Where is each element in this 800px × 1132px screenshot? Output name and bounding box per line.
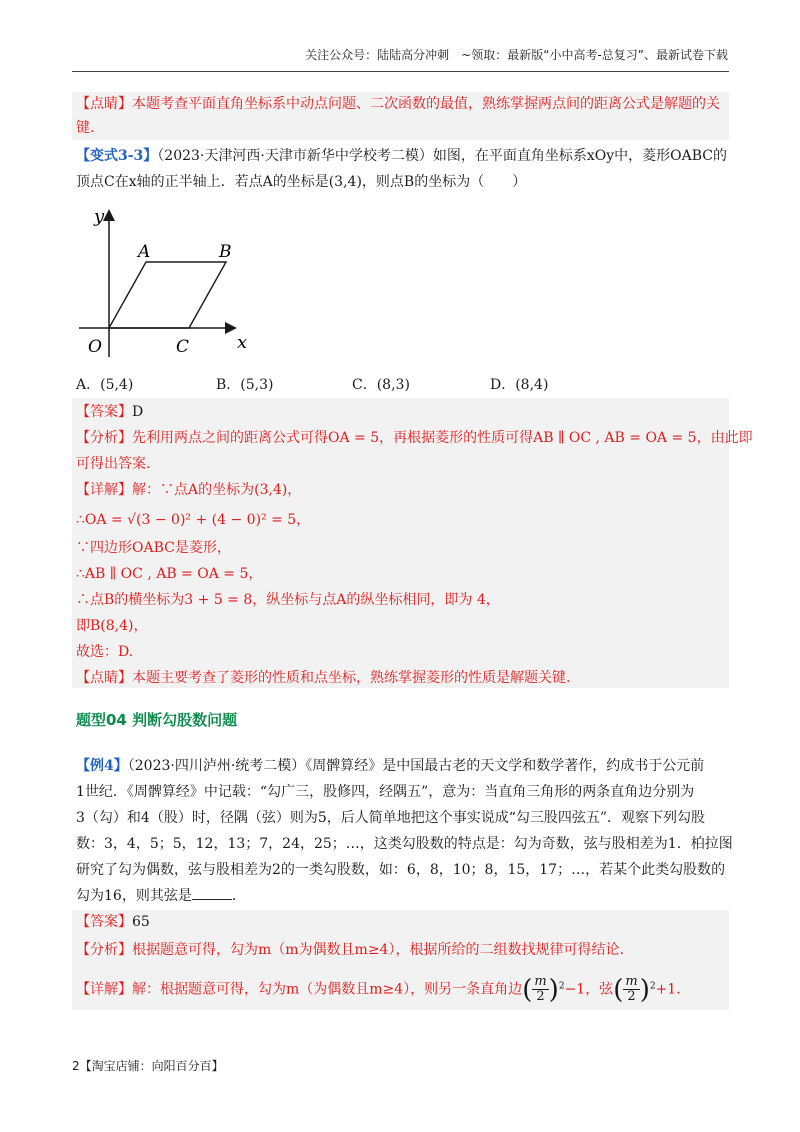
variant-comment-tag: 【点睛】 — [76, 670, 132, 686]
variant-analysis-line-1 — [76, 424, 753, 452]
origin-label: O — [88, 337, 102, 357]
detail-step-2: ∴OA = √(3 − 0)² + (4 − 0)² = 5， — [76, 512, 311, 528]
example-text-3: 3（勾）和4（股）时，径隅（弦）则为5，后人简单地把这个事实说成“勾三股四弦五”．观察下列勾股 — [76, 810, 706, 826]
variant-detail-line-1 — [76, 476, 726, 504]
answer-value: D — [132, 404, 144, 420]
analysis-text-cont: 可得出答案. — [76, 456, 151, 472]
analysis-text: 先利用两点之间的距离公式可得OA = 5，再根据菱形的性质可得AB ∥ OC , AB = OA = 5，由此即 — [132, 430, 753, 446]
option-b: B．(5,3) — [216, 377, 274, 393]
frac-denominator: 2 — [536, 989, 545, 1005]
y-axis-label: y — [94, 206, 105, 227]
example-text-4: 数：3，4，5；5，12，13；7，24，25；…，这类勾股数的特点是：勾为奇数，弦与股相差为1．柏拉图 — [76, 836, 733, 852]
rhombus-oabc — [109, 262, 226, 328]
point-c-label: C — [176, 337, 190, 357]
example-text-5: 研究了勾为偶数，弦与股相差为2的一类勾股数，如：6，8，10；8，15，17；…，若某个此类勾股数的 — [76, 862, 726, 878]
option-d: D．(8,4) — [490, 377, 549, 393]
detail-step-6: 即B(8,4)， — [76, 618, 148, 634]
variant-analysis-line-2 — [76, 450, 726, 478]
answer-blank — [192, 885, 232, 900]
frac-denominator-2: 2 — [627, 989, 636, 1005]
point-a-label: A — [138, 242, 151, 262]
example-line-1 — [76, 752, 726, 780]
example-text-6-end: ． — [231, 888, 246, 904]
variant-question-1: （2023·天津河西·天津市新华中学校考二模）如图，在平面直角坐标系xOy中，菱形OABC的 — [157, 148, 727, 164]
variant-line-1 — [76, 142, 726, 170]
comment-line-2 — [76, 114, 726, 142]
example-answer-value: 65 — [132, 914, 150, 930]
point-b-label: B — [219, 242, 232, 262]
rhombus-figure — [74, 202, 264, 362]
comment-text-cont: 键. — [76, 120, 95, 136]
example-answer-tag: 【答案】 — [76, 914, 132, 930]
example-text-6: 勾为16，则其弦是 — [76, 888, 192, 904]
example-text-2: 1世纪．《周髀算经》中记载：“勾广三，股修四，经隅五”，意为：当直角三角形的两条直角边分别为 — [76, 784, 695, 800]
variant-question-2: 顶点C在x轴的正半轴上．若点A的坐标是(3,4)，则点B的坐标为（ ） — [76, 174, 527, 190]
section-heading: 题型04 判断勾股数问题 — [76, 711, 238, 729]
variant-comment-line — [76, 664, 726, 692]
example-detail-mid: −1，弦 — [564, 981, 614, 998]
example-tag: 【例4】 — [76, 758, 128, 774]
comment-tag: 【点睛】 — [76, 96, 132, 112]
frac-numerator-2: m — [625, 974, 638, 990]
example-text-1: （2023·四川泸州·统考二模）《周髀算经》是中国最古老的天文学和数学著作，约成书于公元前 — [127, 758, 705, 774]
variant-line-2 — [76, 168, 726, 196]
example-analysis-line — [76, 936, 726, 964]
exponent: 2 — [558, 981, 565, 991]
option-a: A．(5,4) — [76, 377, 134, 393]
fraction-expr-2: ( $\frac{m}{2}$ )$^2$ — [613, 974, 656, 1005]
example-detail-suffix: +1. — [655, 981, 681, 998]
answer-tag: 【答案】 — [76, 404, 132, 420]
detail-step-4: ∴AB ∥ OC , AB = OA = 5， — [76, 566, 263, 582]
page-header: 关注公众号：陆陆高分冲刺 ~领取：最新版“小中高考-总复习”、最新试卷下载 — [305, 48, 728, 62]
example-detail-text: 解：根据题意可得，勾为m（为偶数且m≥4），则另一条直角边 — [132, 981, 523, 998]
option-c: C．(8,3) — [352, 377, 410, 393]
detail-step-7: 故选：D. — [76, 644, 134, 660]
page-footer: 2【淘宝店铺：向阳百分百】 — [72, 1059, 224, 1073]
comment-text: 本题考查平面直角坐标系中动点问题、二次函数的最值，熟练掌握两点间的距离公式是解题的关 — [132, 96, 720, 112]
example-detail-line — [76, 966, 726, 1010]
example-analysis-tag: 【分析】 — [76, 942, 132, 958]
example-line-6 — [76, 882, 726, 910]
example-analysis-text: 根据题意可得，勾为m（m为偶数且m≥4），根据所给的二组数找规律可得结论. — [132, 942, 624, 958]
detail-tag: 【详解】 — [76, 482, 132, 498]
analysis-tag: 【分析】 — [76, 430, 132, 446]
variant-answer-line — [76, 398, 726, 426]
example-detail-tag: 【详解】 — [76, 981, 132, 998]
variant-comment-text: 本题主要考查了菱形的性质和点坐标，熟练掌握菱形的性质是解题关键. — [132, 670, 571, 686]
exponent-2: 2 — [649, 981, 656, 991]
detail-step-1: 解：∵点A的坐标为(3,4)， — [132, 482, 302, 498]
fraction-expr-1: ( $\frac{m}{2}$ )$^2$ — [522, 974, 565, 1005]
detail-step-5: ∴点B的横坐标为3 + 5 = 8，纵坐标与点A的纵坐标相同，即为 4， — [76, 592, 500, 608]
frac-numerator: m — [534, 974, 547, 990]
x-axis-label: x — [237, 332, 248, 353]
variant-tag: 【变式3-3】 — [76, 148, 158, 164]
header-rule — [72, 71, 729, 72]
detail-step-3: ∵四边形OABC是菱形， — [76, 540, 231, 556]
example-answer-line — [76, 908, 726, 936]
